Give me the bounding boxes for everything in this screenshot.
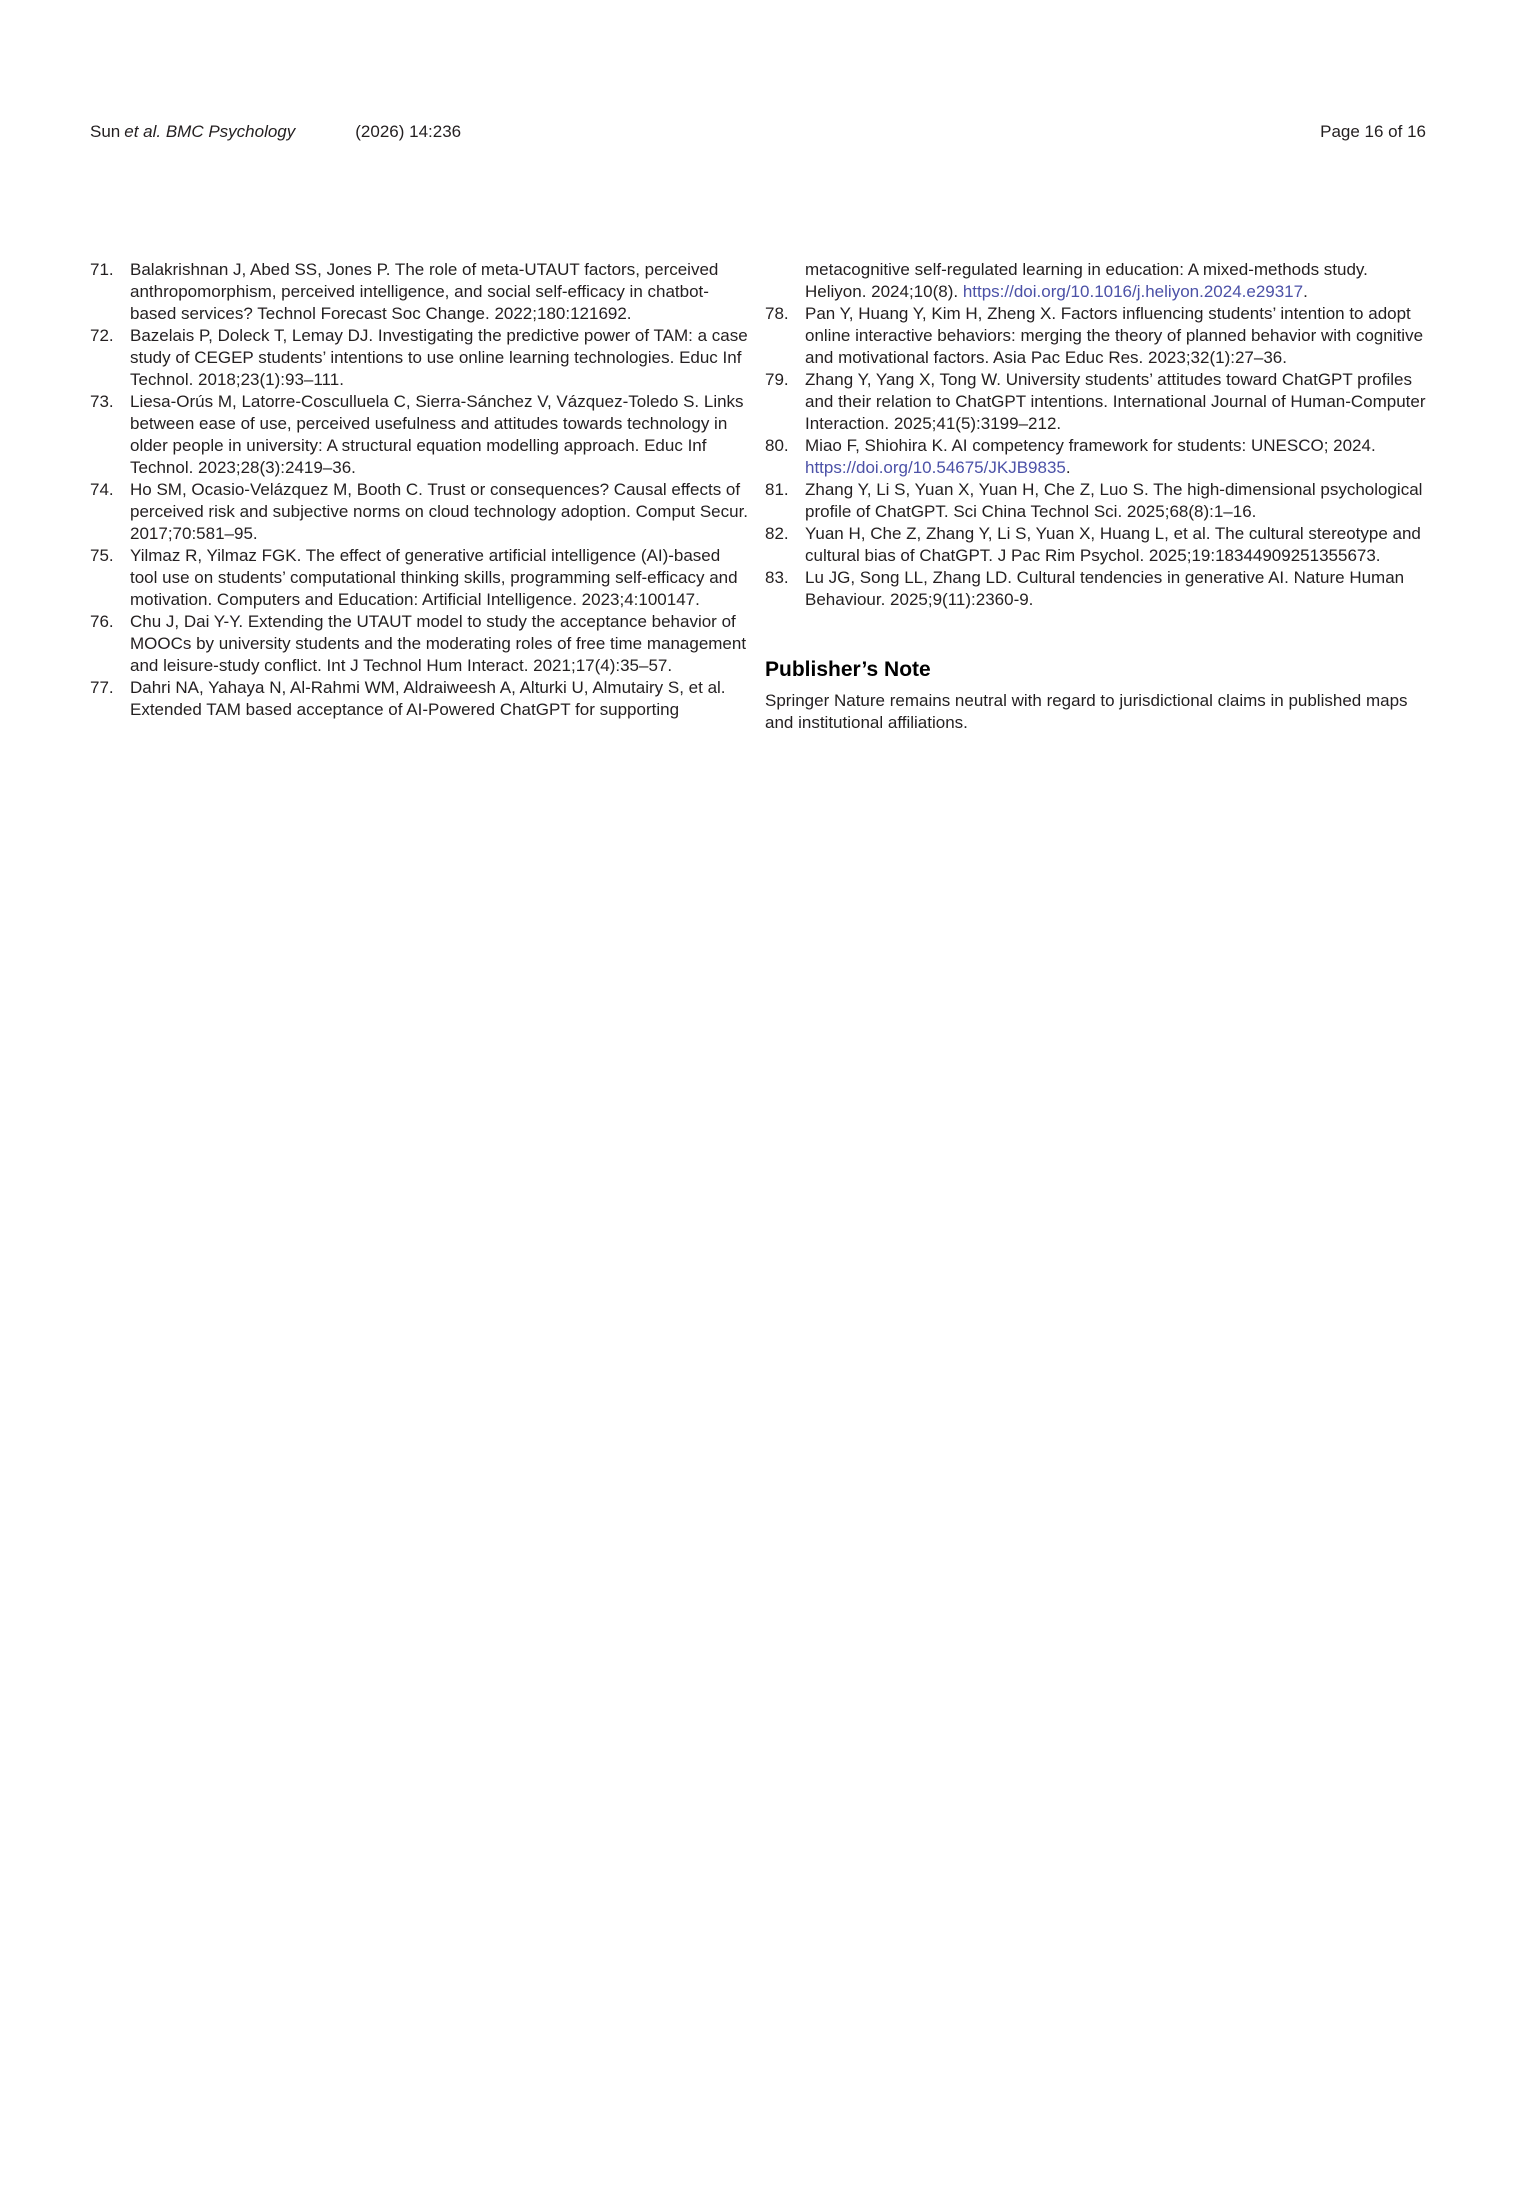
reference-text: Balakrishnan J, Abed SS, Jones P. The role of meta-UTAUT factors, perceived anthropomorphism, perceived intelligence, and social self-efficacy in chatbot-based services? Technol Forecast Soc Change. 2022;180:121692. [130,260,719,323]
reference-number [765,259,805,303]
reference-text: Pan Y, Huang Y, Kim H, Zheng X. Factors influencing students’ intention to adopt online interactive behaviors: merging the theory of planned behavior with cognitive and motivational factors. Asia Pac Educ Res. 2023;32(1):27–36. [805,304,1424,367]
reference-item [765,369,1426,435]
reference-text: Bazelais P, Doleck T, Lemay DJ. Investigating the predictive power of TAM: a case study of CEGEP students’ intentions to use online learning technologies. Educ Inf Technol. 2018;23(1):93–111. [130,326,748,389]
reference-item [765,567,1426,611]
running-head-citation [90,121,461,142]
reference-item [765,523,1426,567]
page-header [90,121,1426,142]
reference-number: 76. [90,612,114,631]
reference-item [90,325,751,391]
reference-text: Ho SM, Ocasio-Velázquez M, Booth C. Trust or consequences? Causal effects of perceived risk and subjective norms on cloud technology adoption. Comput Secur. 2017;70:581–95. [130,480,749,543]
reference-item [90,677,751,721]
citation-authors: Sun [90,122,121,141]
reference-number: 79. [765,370,789,389]
reference-text: Lu JG, Song LL, Zhang LD. Cultural tendencies in generative AI. Nature Human Behaviour. 2025;9(11):2360-9. [805,568,1405,609]
reference-number: 73. [90,392,114,411]
reference-number: 71. [90,260,114,279]
reference-number: 78. [765,304,789,323]
reference-number: 77. [90,678,114,697]
reference-item [90,391,751,479]
reference-number: 75. [90,546,114,565]
reference-item [765,303,1426,369]
reference-item [90,259,751,325]
reference-item [90,545,751,611]
reference-text: Liesa-Orús M, Latorre-Cosculluela C, Sierra-Sánchez V, Vázquez-Toledo S. Links between ease of use, perceived usefulness and attitudes towards technology in older people in university: A structural equation modelling approach. Educ Inf Technol. 2023;28(3):2419–36. [130,392,744,477]
reference-text: metacognitive self-regulated learning in education: A mixed-methods study. Heliyon. 2024;10(8). https://doi.org/10.1016/j.heliyon.2024.e29317. [805,260,1368,301]
publisher-note-body: Springer Nature remains neutral with regard to jurisdictional claims in published maps and institutional affiliations. [765,691,1408,732]
references-column-right [765,259,1426,734]
reference-number: 72. [90,326,114,345]
reference-text: Zhang Y, Yang X, Tong W. University students’ attitudes toward ChatGPT profiles and their relation to ChatGPT intentions. International Journal of Human-Computer Interaction. 2025;41(5):3199–212. [805,370,1426,433]
reference-item [90,611,751,677]
reference-number: 74. [90,480,114,499]
reference-item [765,479,1426,523]
reference-text: Zhang Y, Li S, Yuan X, Yuan H, Che Z, Luo S. The high-dimensional psychological profile of ChatGPT. Sci China Technol Sci. 2025;68(8):1–16. [805,480,1423,521]
doi-link[interactable]: https://doi.org/10.1016/j.heliyon.2024.e29317 [962,282,1304,301]
references-section [90,259,1426,734]
reference-item [765,435,1426,479]
doi-link[interactable]: https://doi.org/10.54675/JKJB9835 [805,458,1066,477]
citation-issue: (2026) 14:236 [355,122,462,141]
reference-item [90,479,751,545]
reference-text: Yilmaz R, Yilmaz FGK. The effect of generative artificial intelligence (AI)-based tool use on students’ computational thinking skills, programming self-efficacy and motivation. Computers and Education: Artificial Intelligence. 2023;4:100147. [130,546,738,609]
reference-text: Dahri NA, Yahaya N, Al-Rahmi WM, Aldraiweesh A, Alturki U, Almutairy S, et al. Extended TAM based acceptance of AI-Powered ChatGPT for supporting [130,678,726,719]
references-column-left [90,259,751,734]
references-list-right [765,259,1426,611]
citation-journal: et al. BMC Psychology [124,122,296,141]
publisher-note-section [765,657,1426,734]
reference-number: 83. [765,568,789,587]
reference-number: 81. [765,480,789,499]
page-number-label: Page 16 of 16 [1320,122,1426,141]
reference-text: Chu J, Dai Y-Y. Extending the UTAUT model to study the acceptance behavior of MOOCs by university students and the moderating roles of free time management and leisure-study conflict. Int J Technol Hum Interact. 2021;17(4):35–57. [130,612,747,675]
reference-number: 80. [765,436,789,455]
reference-text: Yuan H, Che Z, Zhang Y, Li S, Yuan X, Huang L, et al. The cultural stereotype and cultural bias of ChatGPT. J Pac Rim Psychol. 2025;19:18344909251355673. [805,524,1421,565]
reference-text: Miao F, Shiohira K. AI competency framework for students: UNESCO; 2024. https://doi.org/10.54675/JKJB9835. [805,436,1376,477]
reference-number: 82. [765,524,789,543]
reference-item [765,259,1426,303]
publisher-note-heading: Publisher’s Note [765,658,931,681]
